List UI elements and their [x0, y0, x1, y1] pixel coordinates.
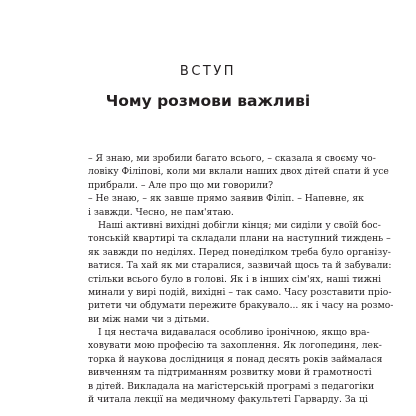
text-line: – Я знаю, ми зробили багато всього, – сказала я своєму чо- — [88, 153, 376, 164]
paragraph-1 — [88, 152, 389, 192]
text-line: Наші активні вихідні добігли кінця; ми сиділи у своїй бос- — [98, 219, 381, 231]
text-line: ловіку Філіпові, коли ми вклали наших двох дітей спати й усе — [88, 166, 389, 178]
text-line: вивченням та підтриманням розвитку мови й грамотності — [88, 367, 372, 379]
text-line: ватися. Та хай як ми старалися, зазвичай щось та й забували: — [88, 260, 392, 272]
section-label: ВСТУП — [179, 64, 237, 79]
paragraph-4 — [88, 326, 383, 406]
text-line: ви між нами чи з дітьми. — [88, 313, 210, 325]
text-line: і завжди. Чесно, не пам'ятаю. — [88, 206, 234, 218]
text-line: ритети чи обдумати пережите бракувало... як і часу на розмо- — [88, 300, 394, 312]
text-line: торка й наукова дослідниця я понад десять років займалася — [88, 353, 383, 365]
text-line: як завжди по неділях. Перед понеділком треба було організу- — [88, 246, 391, 258]
paragraph-2 — [88, 192, 364, 219]
text-line: І ця нестача видавалася особливо іронічною, якщо вра- — [98, 327, 370, 339]
chapter-title: Чому розмови важливі — [105, 92, 311, 110]
text-line: в дітей. Викладала на магістерській програмі з педагогіки — [88, 380, 375, 392]
text-line: – Не знаю, – як завше прямо заявив Філіп. – Напевне, як — [88, 193, 364, 205]
text-line: й читала лекції на медичному факультеті Гарварду. За ці — [88, 394, 368, 406]
text-line: минали у вирі подій, вихідні – так само. Часу розставити пріо- — [88, 286, 392, 298]
text-line: прибрали. – Але про що ми говорили? — [88, 179, 274, 191]
paragraph-3 — [88, 219, 394, 326]
text-line: тонській квартирі та складали плани на наступний тиждень – — [88, 233, 391, 245]
text-line: ховувати мою професію та захоплення. Як логопединя, лек- — [88, 340, 382, 352]
text-line: стільки всього було в голові. Як і в інших сім'ях, наші тижні — [88, 273, 382, 285]
body-text — [88, 152, 394, 406]
